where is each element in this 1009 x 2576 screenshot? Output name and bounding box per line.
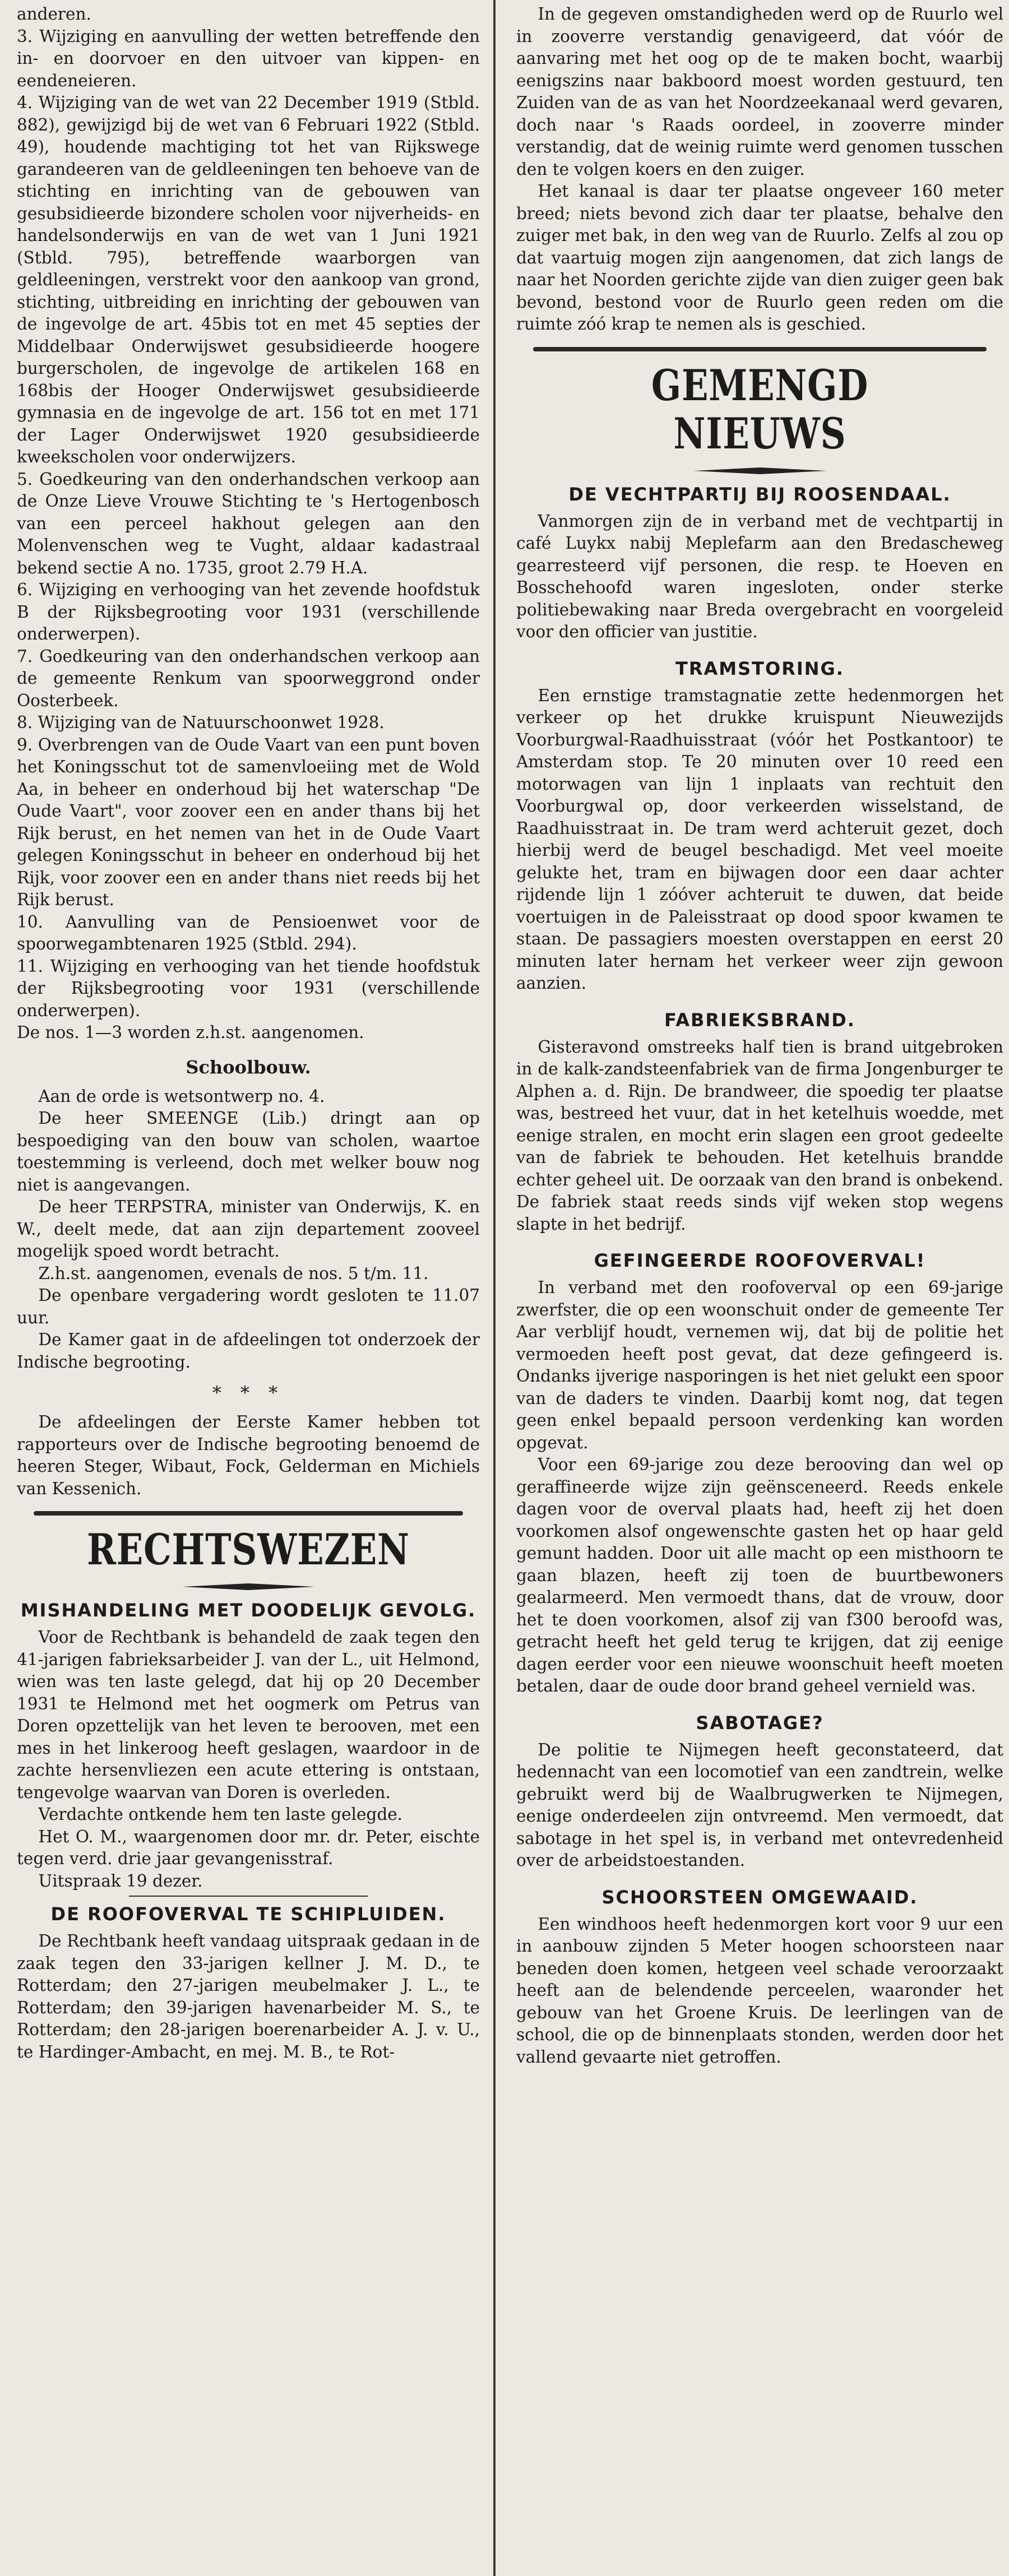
article-heading: SCHOORSTEEN OMGEWAAID. [601,1886,918,1908]
paragraph: anderen. [17,4,91,24]
article-heading: SABOTAGE? [696,1712,824,1734]
paragraph: Vanmorgen zijn de in verband met de vechtpartij in café Luykx nabij Meplefarm aan den Bredascheweg gearresteerd vijf personen, die resp. te Hoeven en Bosschehoofd waren ingesloten, onder sterke politiebewaking naar Breda overgebracht en voorgeleid voor den officier van justitie. [516,511,1003,641]
paragraph: In de gegeven omstandigheden werd op de Ruurlo wel in zooverre verstandig genavigeerd, dat vóór de aanvaring met het oog op de te maken bocht, waarbij eenigszins naar bakboord moest worden gestuurd, ten Zuiden van de as van het Noordzeekanaal werd gevaren, doch naar 's Raads oordeel, in zooverre minder verstandig, dat de weinig ruimte werd genomen tusschen den te volgen koers en den zuiger. [516,4,1003,179]
article-divider [129,1896,368,1897]
paragraph: De heer TERPSTRA, minister van Onderwijs, K. en W., deelt mede, dat aan zijn departement zooveel mogelijk spoed wordt betracht. [17,1197,480,1261]
section-title-rechtswezen: RECHTSWEZEN [87,1525,410,1574]
left-column [0,0,492,2576]
paragraph: Een windhoos heeft hedenmorgen kort voor 9 uur een in aanbouw zijnden 5 Meter hoogen schoorsteen naar beneden doen komen, hetgeen veel schade veroorzaakt heeft aan de belendende perceelen, waaronder het gebouw van het Groene Kruis. De leerlingen van de school, die op de binnenplaats stonden, werden door het vallend gevaarte niet getroffen. [516,1914,1003,2067]
paragraph: Voor een 69-jarige zou deze berooving dan wel op geraffineerde wijze zijn geënsceneerd. Reeds enkele dagen voor de overval plaats had, heeft zij het doen voorkomen alsof ongewenschte gasten het op haar geld gemunt hadden. Door uit alle macht op een misthoorn te gaan blazen, heeft zij toen de buurtbewoners gealarmeerd. Men vermoedt thans, dat de vrouw, door het te doen voorkomen, alsof zij van f300 beroofd was, getracht heeft het geld terug te krijgen, dat zij eenige dagen eerder voor een nieuwe woonschuit heeft moeten betalen, daar de oude door brand geheel vernield was. [516,1455,1003,1695]
ornament-rule [693,466,827,476]
section-stars: * * * [212,1382,285,1403]
paragraph: 4. Wijziging van de wet van 22 December 1919 (Stbld. 882), gewijzigd bij de wet van 6 Februari 1922 (Stbld. 49), houdende machtiging tot het van Rijkswege garandeeren van de geldleeningen ten behoeve van de stichting en inrichting van de gebouwen van gesubsidieerde bizondere scholen voor nijverheids- en handelsonderwijs en van de wet van 1 Juni 1921 (Stbld. 795), betreffende waarborgen van geldleeningen, verstrekt voor den aankoop van grond, stichting, uitbreiding en inrichting der gebouwen van de ingevolge de art. 45bis tot en met 45 septies der Middelbaar Onderwijswet gesubsidieerde hoogere burgerscholen, de ingevolge de artikelen 168 en 168bis der Hooger Onderwijswet gesubsidieerde gymnasia en de ingevolge de art. 156 tot en met 171 der Lager Onderwijswet 1920 gesubsidieerde kweekscholen voor onderwijzers. [17,93,480,466]
article-heading: DE VECHTPARTIJ BIJ ROOSENDAAL. [568,483,951,505]
paragraph: 6. Wijziging en verhooging van het zevende hoofdstuk B der Rijksbegrooting voor 1931 (verschillende onderwerpen). [17,580,480,643]
paragraph: Z.h.st. aangenomen, evenals de nos. 5 t/m. 11. [38,1263,429,1283]
paragraph: In verband met den roofoverval op een 69-jarige zwerfster, die op een woonschuit onder de gemeente Ter Aar verblijf houdt, vernemen wij, dat bij de politie het vermoeden heeft post gevat, dat deze gefingeerd is. Ondanks ijverige nasporingen is het niet gelukt een spoor van de daders te vinden. Daarbij komt nog, dat tegen geen enkel bepaald persoon verdenking kan worden opgevat. [516,1278,1003,1452]
paragraph: De afdeelingen der Eerste Kamer hebben tot rapporteurs over de Indische begrooting benoemd de heeren Steger, Wibaut, Fock, Gelderman en Michiels van Kessenich. [17,1412,480,1498]
article-heading: MISHANDELING MET DOODELIJK GEVOLG. [20,1600,476,1621]
paragraph: 7. Goedkeuring van den onderhandschen verkoop aan de gemeente Renkum van spoorweggrond onder Oosterbeek. [17,646,480,710]
article-sabotage [516,1739,1003,1872]
article-heading: FABRIEKSBRAND. [664,1009,855,1031]
paragraph: De nos. 1—3 worden z.h.st. aangenomen. [17,1023,364,1042]
article-mishandeling [17,1627,480,1892]
section-title-gemengd-nieuws: GEMENGD NIEUWS [651,360,869,458]
article-vechtpartij [516,511,1003,643]
section-divider [533,347,987,351]
schoolbouw-article [17,1086,480,1374]
paragraph: Het O. M., waargenomen door mr. dr. Peter, eischte tegen verd. drie jaar gevangenisstraf. [17,1827,480,1868]
paragraph: Aan de orde is wetsontwerp no. 4. [38,1086,325,1106]
paragraph: 5. Goedkeuring van den onderhandschen verkoop aan de Onze Lieve Vrouwe Stichting te 's Hertogenbosch van een perceel hakhout gelegen aan den Molenvenschen weg te Vught, aldaar kadastraal bekend sectie A no. 1735, groot 2.79 H.A. [17,469,480,577]
article-heading: GEFINGEERDE ROOFOVERVAL! [594,1250,926,1271]
article-schoorsteen [516,1914,1003,2069]
article-tramstoring [516,685,1003,995]
paragraph: Een ernstige tramstagnatie zette hedenmorgen het verkeer op het drukke kruispunt Nieuwezijds Voorburgwal-Raadhuisstraat (vóór het Postkantoor) te Amsterdam stop. Te 20 minuten over 10 reed een motorwagen van lijn 1 inplaats van rechtuit den Voorburgwal op, door verkeerden wisselstand, de Raadhuisstraat in. De tram werd achteruit gezet, doch hierbij werd de beugel beschadigd. Met veel moeite gelukte het, tram en bijwagen door een daar achter rijdende lijn 1 zóóver achteruit te duwen, dat beide voertuigen in de Paleisstraat op dood spoor kwamen te staan. De passagiers moesten overstappen en eerst 20 minuten later hernam het verkeer weer zijn gewoon aanzien. [516,685,1003,993]
article-heading: DE ROOFOVERVAL TE SCHIPLUIDEN. [50,1903,446,1925]
column-rule [493,0,496,2576]
paragraph: De politie te Nijmegen heeft geconstateerd, dat hedennacht van een locomotief van een zandtrein, welke gebruikt werd bij de Waalbrugwerken te Nijmegen, eenige onderdeelen zijn ontvreemd. Men vermoedt, dat sabotage in het spel is, in verband met ontevredenheid over de arbeidstoestanden. [516,1740,1003,1870]
article-heading: TRAMSTORING. [675,657,844,679]
paragraph: De Rechtbank heeft vandaag uitspraak gedaan in de zaak tegen den 33-jarigen kellner J. M. D., te Rotterdam; den 27-jarigen meubelmaker J. L., te Rotterdam; den 39-jarigen havenarbeider M. S., te Rotterdam; den 28-jarigen boerenarbeider A. J. v. U., te Hardinger-Ambacht, en mej. M. B., te Rot- [17,1931,480,2061]
paragraph: 9. Overbrengen van de Oude Vaart van een punt boven het Koningsschut tot de samenvloeiing met de Wold Aa, in beheer en onderhoud bij het waterschap "De Oude Vaart", voor zoover een en ander thans bij het Rijk berust, en het nemen van het in de Oude Vaart gelegen Koningsschut in beheer en onderhoud bij het Rijk, voor zoover een en ander thans niet reeds bij het Rijk berust. [17,735,480,909]
paragraph: Verdachte ontkende hem ten laste gelegde. [38,1805,403,1824]
article-fabrieksbrand [516,1036,1003,1236]
ornament-rule [181,1582,316,1592]
paragraph: 10. Aanvulling van de Pensioenwet voor de spoorwegambtenaren 1925 (Stbld. 294). [17,912,480,953]
schoolbouw-heading: Schoolbouw. [186,1056,311,1078]
article-ruurlo-continued [516,3,1003,336]
article-gefingeerde-roofoverval [516,1277,1003,1698]
paragraph: Gisteravond omstreeks half tien is brand uitgebroken in de kalk-zandsteenfabriek van de firma Jongenburger te Alphen a. d. Rijn. De brandweer, die spoedig ter plaatse was, bestreed het vuur, dat in het ketelhuis woedde, met eenige stralen, en mocht erin slagen een groot gedeelte van de fabriek te behouden. Het ketelhuis brandde echter geheel uit. De oorzaak van den brand is onbekend. De fabriek staat reeds sinds vijf weken stop wegens slapte in het bedrijf. [516,1037,1003,1234]
article-roofoverval [17,1930,480,2063]
bills-list [17,3,480,1044]
section-divider [34,1511,463,1516]
paragraph: De Kamer gaat in de afdeelingen tot onderzoek der Indische begrooting. [17,1330,480,1372]
paragraph: Uitspraak 19 dezer. [38,1871,203,1891]
paragraph: 8. Wijziging van de Natuurschoonwet 1928. [17,713,385,732]
paragraph: De openbare vergadering wordt gesloten te 11.07 uur. [17,1286,480,1327]
paragraph: Voor de Rechtbank is behandeld de zaak tegen den 41-jarigen fabrieksarbeider J. van der L., uit Helmond, wien was ten laste gelegd, dat hij op 20 December 1931 te Helmond met het oogmerk om Petrus van Doren opzettelijk van het leven te berooven, met een mes in het linkeroog heeft geslagen, waardoor in de zachte hersenvliezen een acute ettering is ontstaan, tengevolge waarvan van Doren is overleden. [17,1628,480,1802]
paragraph: Het kanaal is daar ter plaatse ongeveer 160 meter breed; niets bevond zich daar ter plaatse, behalve den zuiger met bak, in den weg van de Ruurlo. Zelfs al zou op dat vaartuig mogen zijn aangenomen, dat zich langs de naar het Noorden gerichte zijde van dien zuiger geen bak bevond, bestond voor de Ruurlo geen reden om die ruimte zóó krap te nemen als is geschied. [516,182,1003,333]
right-column [501,0,1009,2576]
paragraph: 3. Wijziging en aanvulling der wetten betreffende den in- en doorvoer en den uitvoer van kippen- en eendeneieren. [17,26,480,90]
paragraph: 11. Wijziging en verhooging van het tiende hoofdstuk der Rijksbegrooting voor 1931 (verschillende onderwerpen). [17,956,480,1020]
paragraph: De heer SMEENGE (Lib.) dringt aan op bespoediging van den bouw van scholen, waartoe toestemming is verleend, doch met welker bouw nog niet is aangevangen. [17,1109,480,1194]
